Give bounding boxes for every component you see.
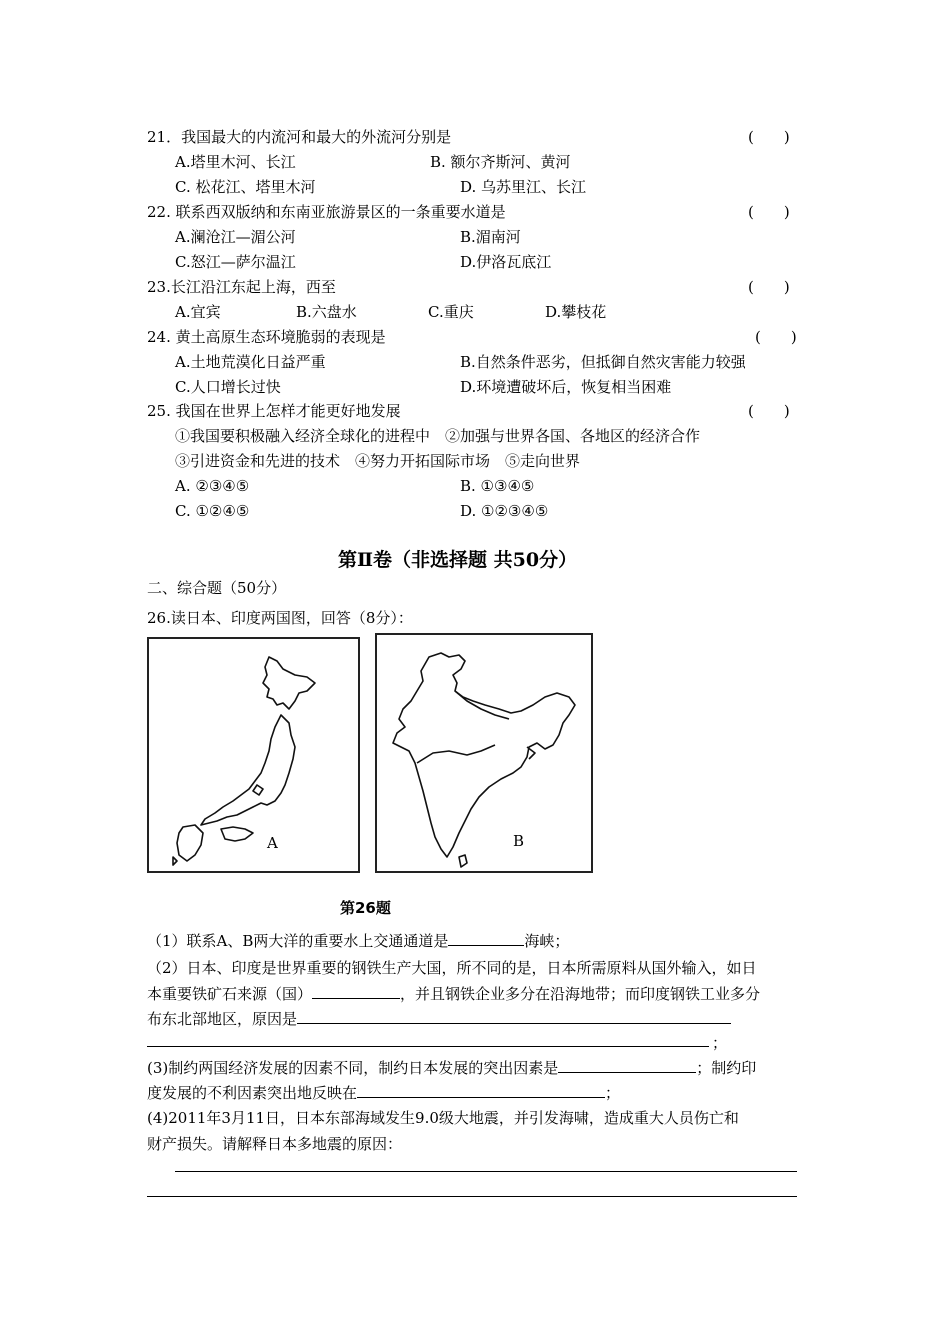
q22-option-c: C.怒江—萨尔温江 [175,253,296,271]
q26-part3-line1 [147,1058,756,1078]
figure-caption: 第26题 [340,899,391,917]
q24-answer-paren: ( ) [755,328,797,346]
india-outline-icon [377,635,591,871]
q25-stem: 25. 我国在世界上怎样才能更好地发展 [147,402,401,420]
q26-part3-text-c: 度发展的不利因素突出地反映在 [147,1084,358,1102]
q25-answer-paren: ( ) [748,402,790,420]
q22-answer-paren: ( ) [748,203,790,221]
japan-map [147,637,360,873]
q24-option-c: C.人口增长过快 [175,378,281,396]
q25-option-a: A. ②③④⑤ [175,477,250,495]
q25-option-b: B. ①③④⑤ [460,477,535,495]
q23-answer-paren: ( ) [748,278,790,296]
q26-part2-line1: （2）日本、印度是世界重要的钢铁生产大国，所不同的是，日本所需原料从国外输入，如日 [147,959,757,977]
q24-option-b: B.自然条件恶劣，但抵御自然灾害能力较强 [460,353,746,371]
q23-stem: 23.长江沿江东起上海，西至 [147,278,336,296]
q24-stem: 24. 黄土高原生态环境脆弱的表现是 [147,328,386,346]
q22-option-a: A.澜沧江—湄公河 [175,228,296,246]
q26-part2-text-b: ，并且钢铁企业多分在沿海地带；而印度钢铁工业多分 [400,985,761,1003]
india-factor-blank[interactable] [357,1083,605,1098]
q23-option-a: A.宜宾 [175,303,221,321]
q21-option-d: D. 乌苏里江、长江 [460,178,587,196]
q26-part1-text: （1）联系A、B两大洋的重要水上交通通道是 [147,932,449,950]
map-a-label: A [267,834,278,852]
strait-answer-blank[interactable] [448,931,524,946]
q26-part4-line2: 财产损失。请解释日本多地震的原因： [147,1135,403,1153]
q25-option-d: D. ①②③④⑤ [460,502,549,520]
q26-part2-line3 [147,1009,731,1029]
q23-option-d: D.攀枝花 [545,303,607,321]
q25-option-c: C. ①②④⑤ [175,502,250,520]
q26-part3-text-b: ；制约印 [696,1059,757,1077]
q21-answer-paren: ( ) [748,128,790,146]
japan-outline-icon [149,639,358,871]
q22-stem: 22. 联系西双版纳和东南亚旅游景区的一条重要水道是 [147,203,506,221]
q26-part1-suffix: 海峡； [524,932,570,950]
q23-option-c: C.重庆 [428,303,474,321]
section-title: 第Ⅱ卷（非选择题 共50分） [338,549,578,571]
q23-option-b: B.六盘水 [296,303,357,321]
india-map [375,633,593,873]
q26-stem: 26.读日本、印度两国图，回答（8分）： [147,609,413,627]
earthquake-answer-line-1[interactable] [175,1171,797,1172]
q21-option-c: C. 松花江、塔里木河 [175,178,316,196]
india-reason-blank[interactable] [297,1009,731,1024]
japan-factor-blank[interactable] [558,1058,696,1073]
q26-part3-text-d: ； [605,1084,621,1102]
q21-option-a: A.塔里木河、长江 [175,153,296,171]
q26-part3-line2 [147,1083,620,1103]
q25-item-line-1: ①我国要积极融入经济全球化的进程中 ②加强与世界各国、各地区的经济合作 [175,427,701,445]
q26-part3-text-a: (3)制约两国经济发展的因素不同，制约日本发展的突出因素是 [147,1059,559,1077]
q26-part4-line1: (4)2011年3月11日，日本东部海域发生9.0级大地震，并引发海啸，造成重大人员伤亡和 [147,1109,739,1127]
iron-ore-source-blank[interactable] [312,984,400,999]
q22-option-b: B.湄南河 [460,228,521,246]
q25-item-line-2: ③引进资金和先进的技术 ④努力开拓国际市场 ⑤走向世界 [175,452,581,470]
earthquake-answer-line-2[interactable] [147,1196,797,1197]
q24-option-a: A.土地荒漠化日益严重 [175,353,326,371]
q26-part2-line2 [147,984,760,1004]
india-reason-blank-2[interactable] [147,1046,709,1047]
q24-option-d: D.环境遭破坏后，恢复相当困难 [460,378,672,396]
q26-part2-text-a: 本重要铁矿石来源（国） [147,985,313,1003]
q26-part1 [147,931,569,951]
q26-part2-text-c: 布东北部地区，原因是 [147,1010,298,1028]
q26-part2-end: ； [712,1034,728,1052]
section-subtitle: 二、综合题（50分） [147,579,287,597]
q22-option-d: D.伊洛瓦底江 [460,253,552,271]
q21-option-b: B. 额尔齐斯河、黄河 [430,153,571,171]
q21-stem: 21．我国最大的内流河和最大的外流河分别是 [147,128,452,146]
map-b-label: B [513,832,525,850]
